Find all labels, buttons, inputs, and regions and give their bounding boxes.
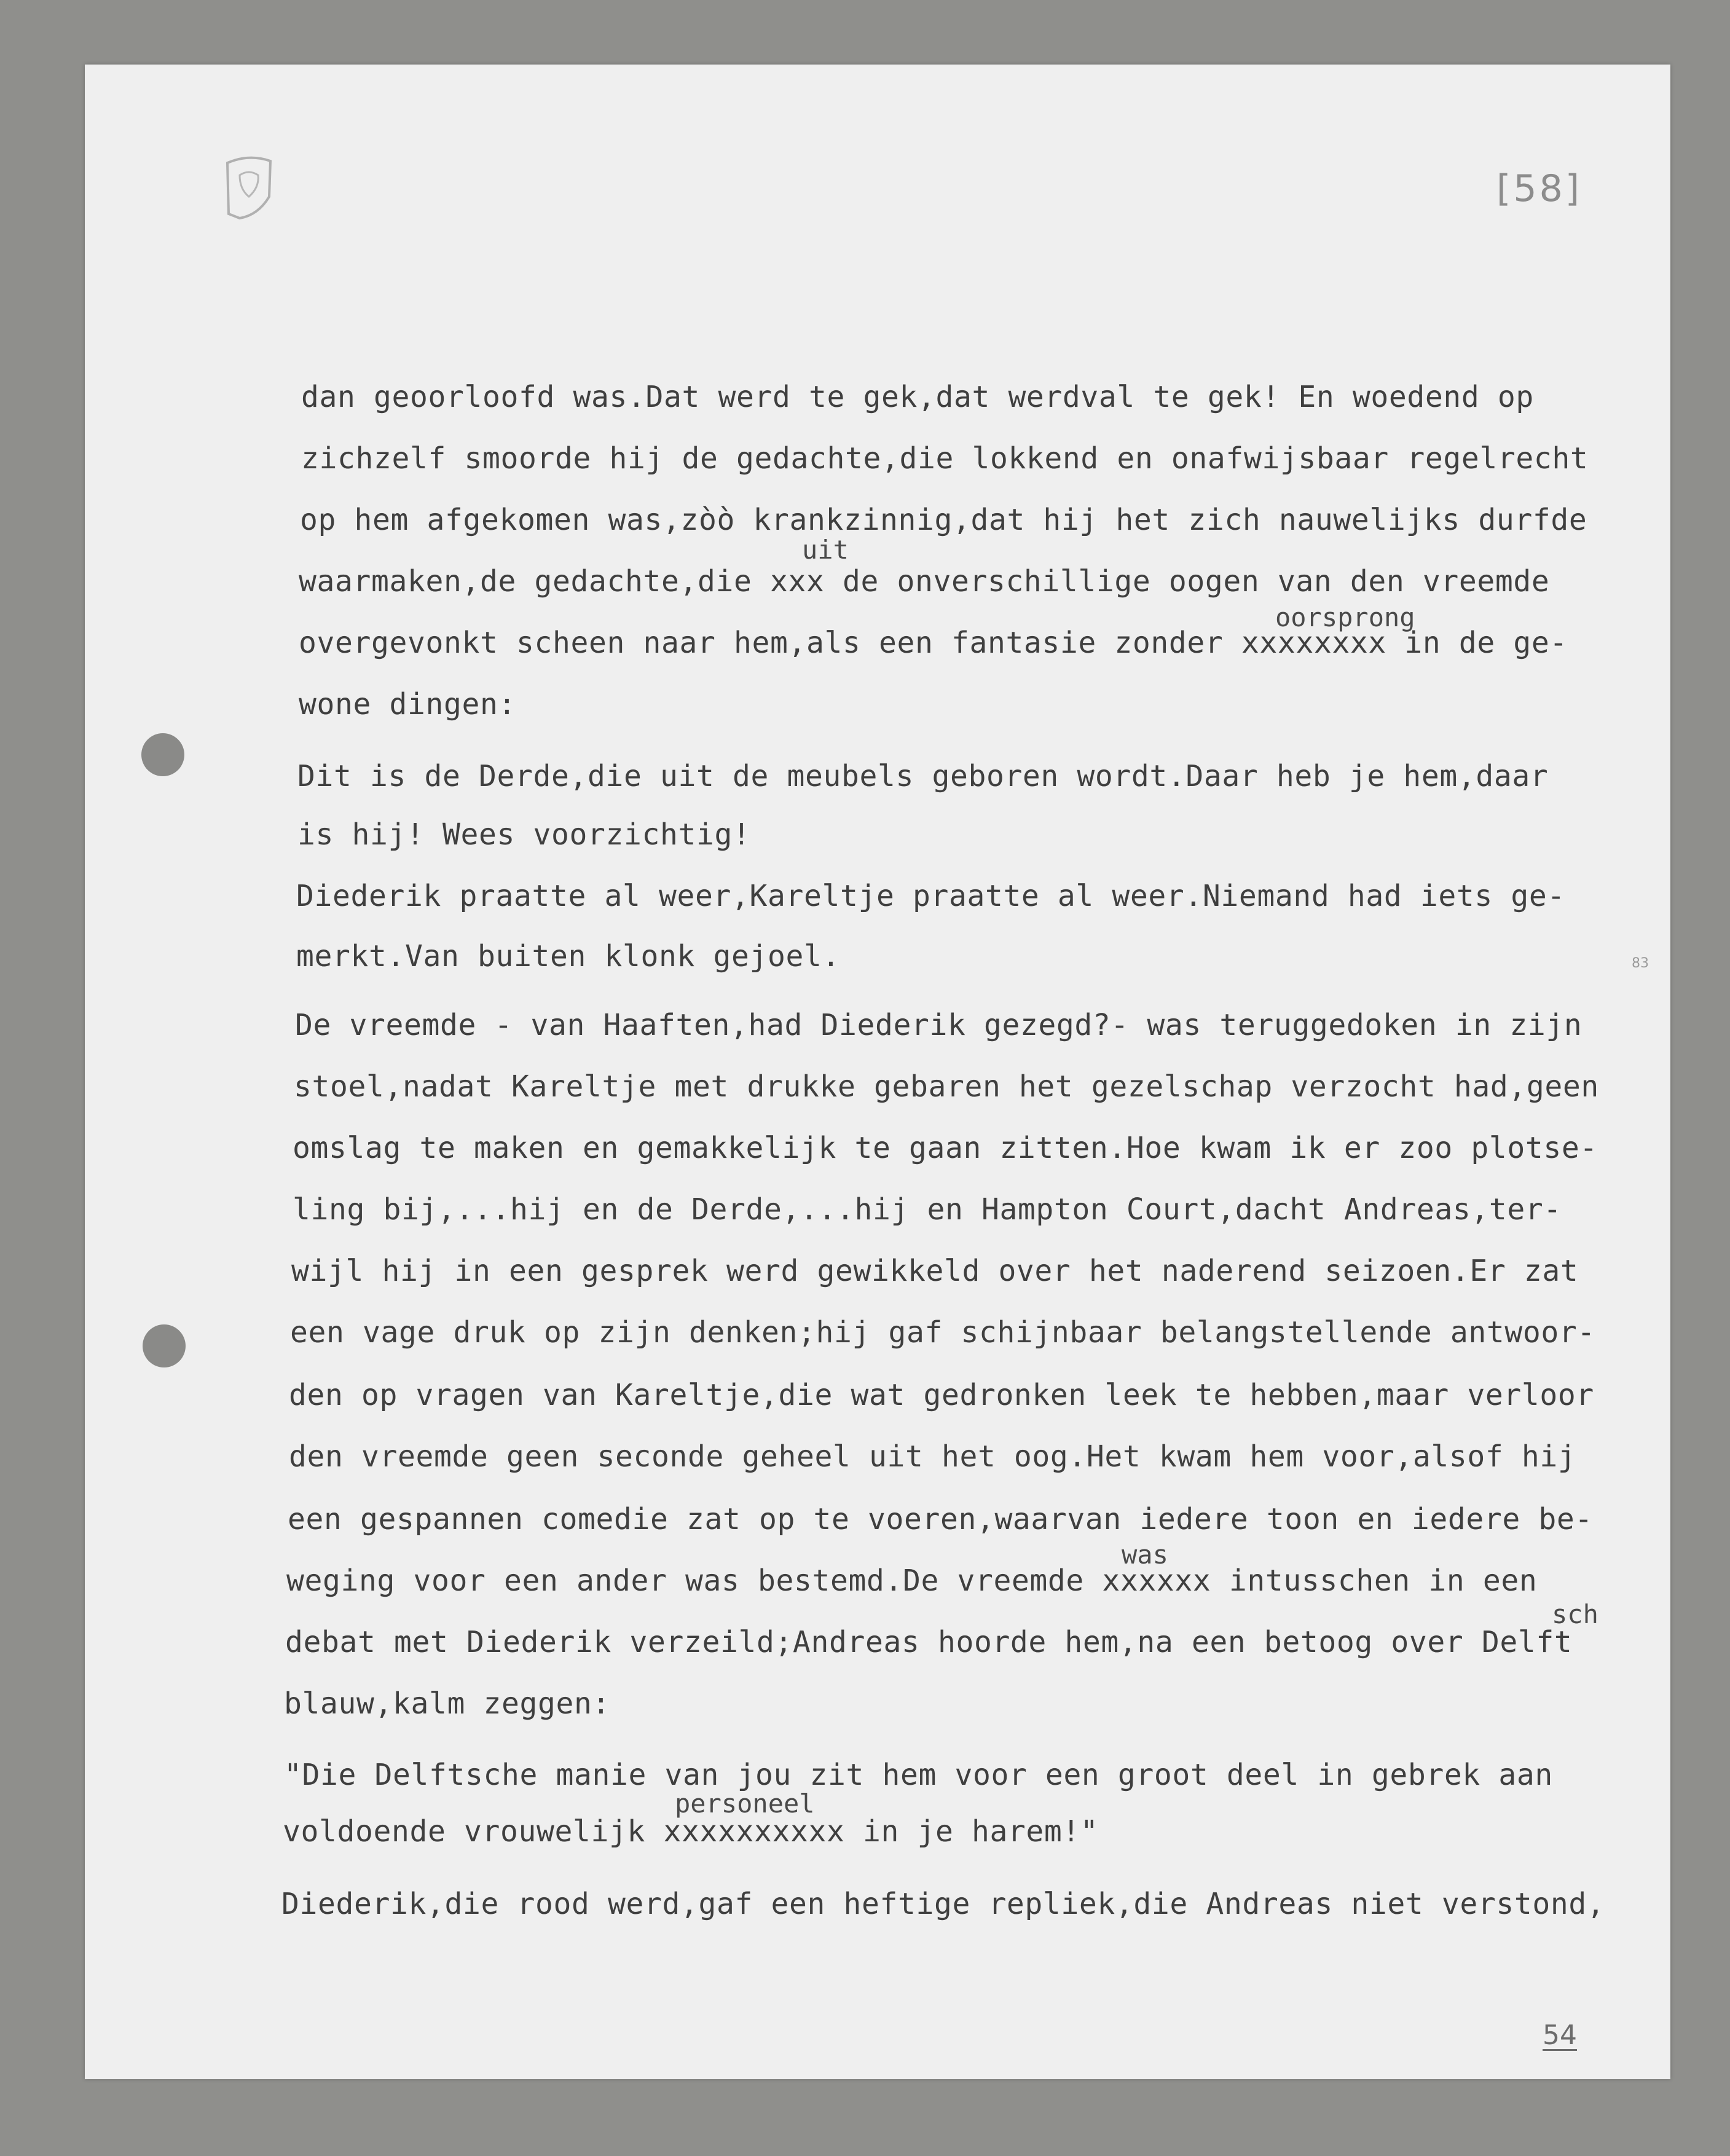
text-line: Diederik praatte al weer,Kareltje praatte al weer.Niemand had iets ge- bbox=[296, 879, 1565, 913]
text-line: zichzelf smoorde hij de gedachte,die lokkend en onafwijsbaar regelrecht bbox=[301, 441, 1589, 476]
text-line: den op vragen van Kareltje,die wat gedronken leek te hebben,maar verloor bbox=[289, 1378, 1594, 1412]
insertion-uit: uit bbox=[802, 535, 849, 565]
text-line: voldoende vrouwelijk xxxxxxxxxx in je harem!" bbox=[283, 1814, 1099, 1849]
insertion-oorsprong: oorsprong bbox=[1275, 602, 1415, 632]
text-line: "Die Delftsche manie van jou zit hem voor een groot deel in gebrek aan bbox=[284, 1758, 1553, 1792]
text-line: omslag te maken en gemakkelijk te gaan zitten.Hoe kwam ik er zoo plotse- bbox=[293, 1131, 1598, 1165]
folio-number: 54 bbox=[1543, 2020, 1577, 2051]
insertion-was: was bbox=[1122, 1540, 1168, 1570]
text-line: debat met Diederik verzeild;Andreas hoorde hem,na een betoog over Delft bbox=[285, 1625, 1573, 1659]
text-line: blauw,kalm zeggen: bbox=[284, 1686, 610, 1721]
text-line: Diederik,die rood werd,gaf een heftige repliek,die Andreas niet verstond, bbox=[281, 1887, 1605, 1921]
text-line: Dit is de Derde,die uit de meubels geboren wordt.Daar heb je hem,daar bbox=[297, 759, 1549, 793]
text-line: waarmaken,de gedachte,die xxx de onverschillige oogen van den vreemde bbox=[299, 564, 1550, 599]
text-line: overgevonkt scheen naar hem,als een fantasie zonder xxxxxxxx in de ge- bbox=[299, 626, 1568, 660]
text-line: is hij! Wees voorzichtig! bbox=[297, 817, 751, 852]
text-line: wone dingen: bbox=[299, 687, 516, 722]
text-line: De vreemde - van Haaften,had Diederik gezegd?- was teruggedoken in zijn bbox=[295, 1008, 1583, 1042]
insertion-personeel: personeel bbox=[675, 1788, 815, 1819]
text-line: op hem afgekomen was,zòò krankzinnig,dat hij het zich nauwelijks durfde bbox=[300, 503, 1587, 537]
text-line: den vreemde geen seconde geheel uit het oog.Het kwam hem voor,alsof hij bbox=[289, 1439, 1576, 1474]
margin-mark: 83 bbox=[1632, 956, 1649, 971]
text-line: een gespannen comedie zat op te voeren,waarvan iedere toon en iedere be- bbox=[288, 1502, 1593, 1536]
text-line: dan geoorloofd was.Dat werd te gek,dat werdval te gek! En woedend op bbox=[301, 380, 1534, 414]
text-line: merkt.Van buiten klonk gejoel. bbox=[296, 939, 840, 974]
insertion-sch: sch bbox=[1552, 1599, 1598, 1629]
text-line: stoel,nadat Kareltje met drukke gebaren het gezelschap verzocht had,geen bbox=[294, 1069, 1599, 1104]
text-line: een vage druk op zijn denken;hij gaf schijnbaar belangstellende antwoor- bbox=[290, 1315, 1595, 1350]
text-line: wijl hij in een gesprek werd gewikkeld over het naderend seizoen.Er zat bbox=[291, 1254, 1579, 1288]
text-line: ling bij,...hij en de Derde,...hij en Hampton Court,dacht Andreas,ter- bbox=[293, 1192, 1562, 1227]
page-reference: [58] bbox=[1496, 167, 1583, 210]
text-line: weging voor een ander was bestemd.De vreemde xxxxxx intusschen in een bbox=[286, 1564, 1538, 1598]
